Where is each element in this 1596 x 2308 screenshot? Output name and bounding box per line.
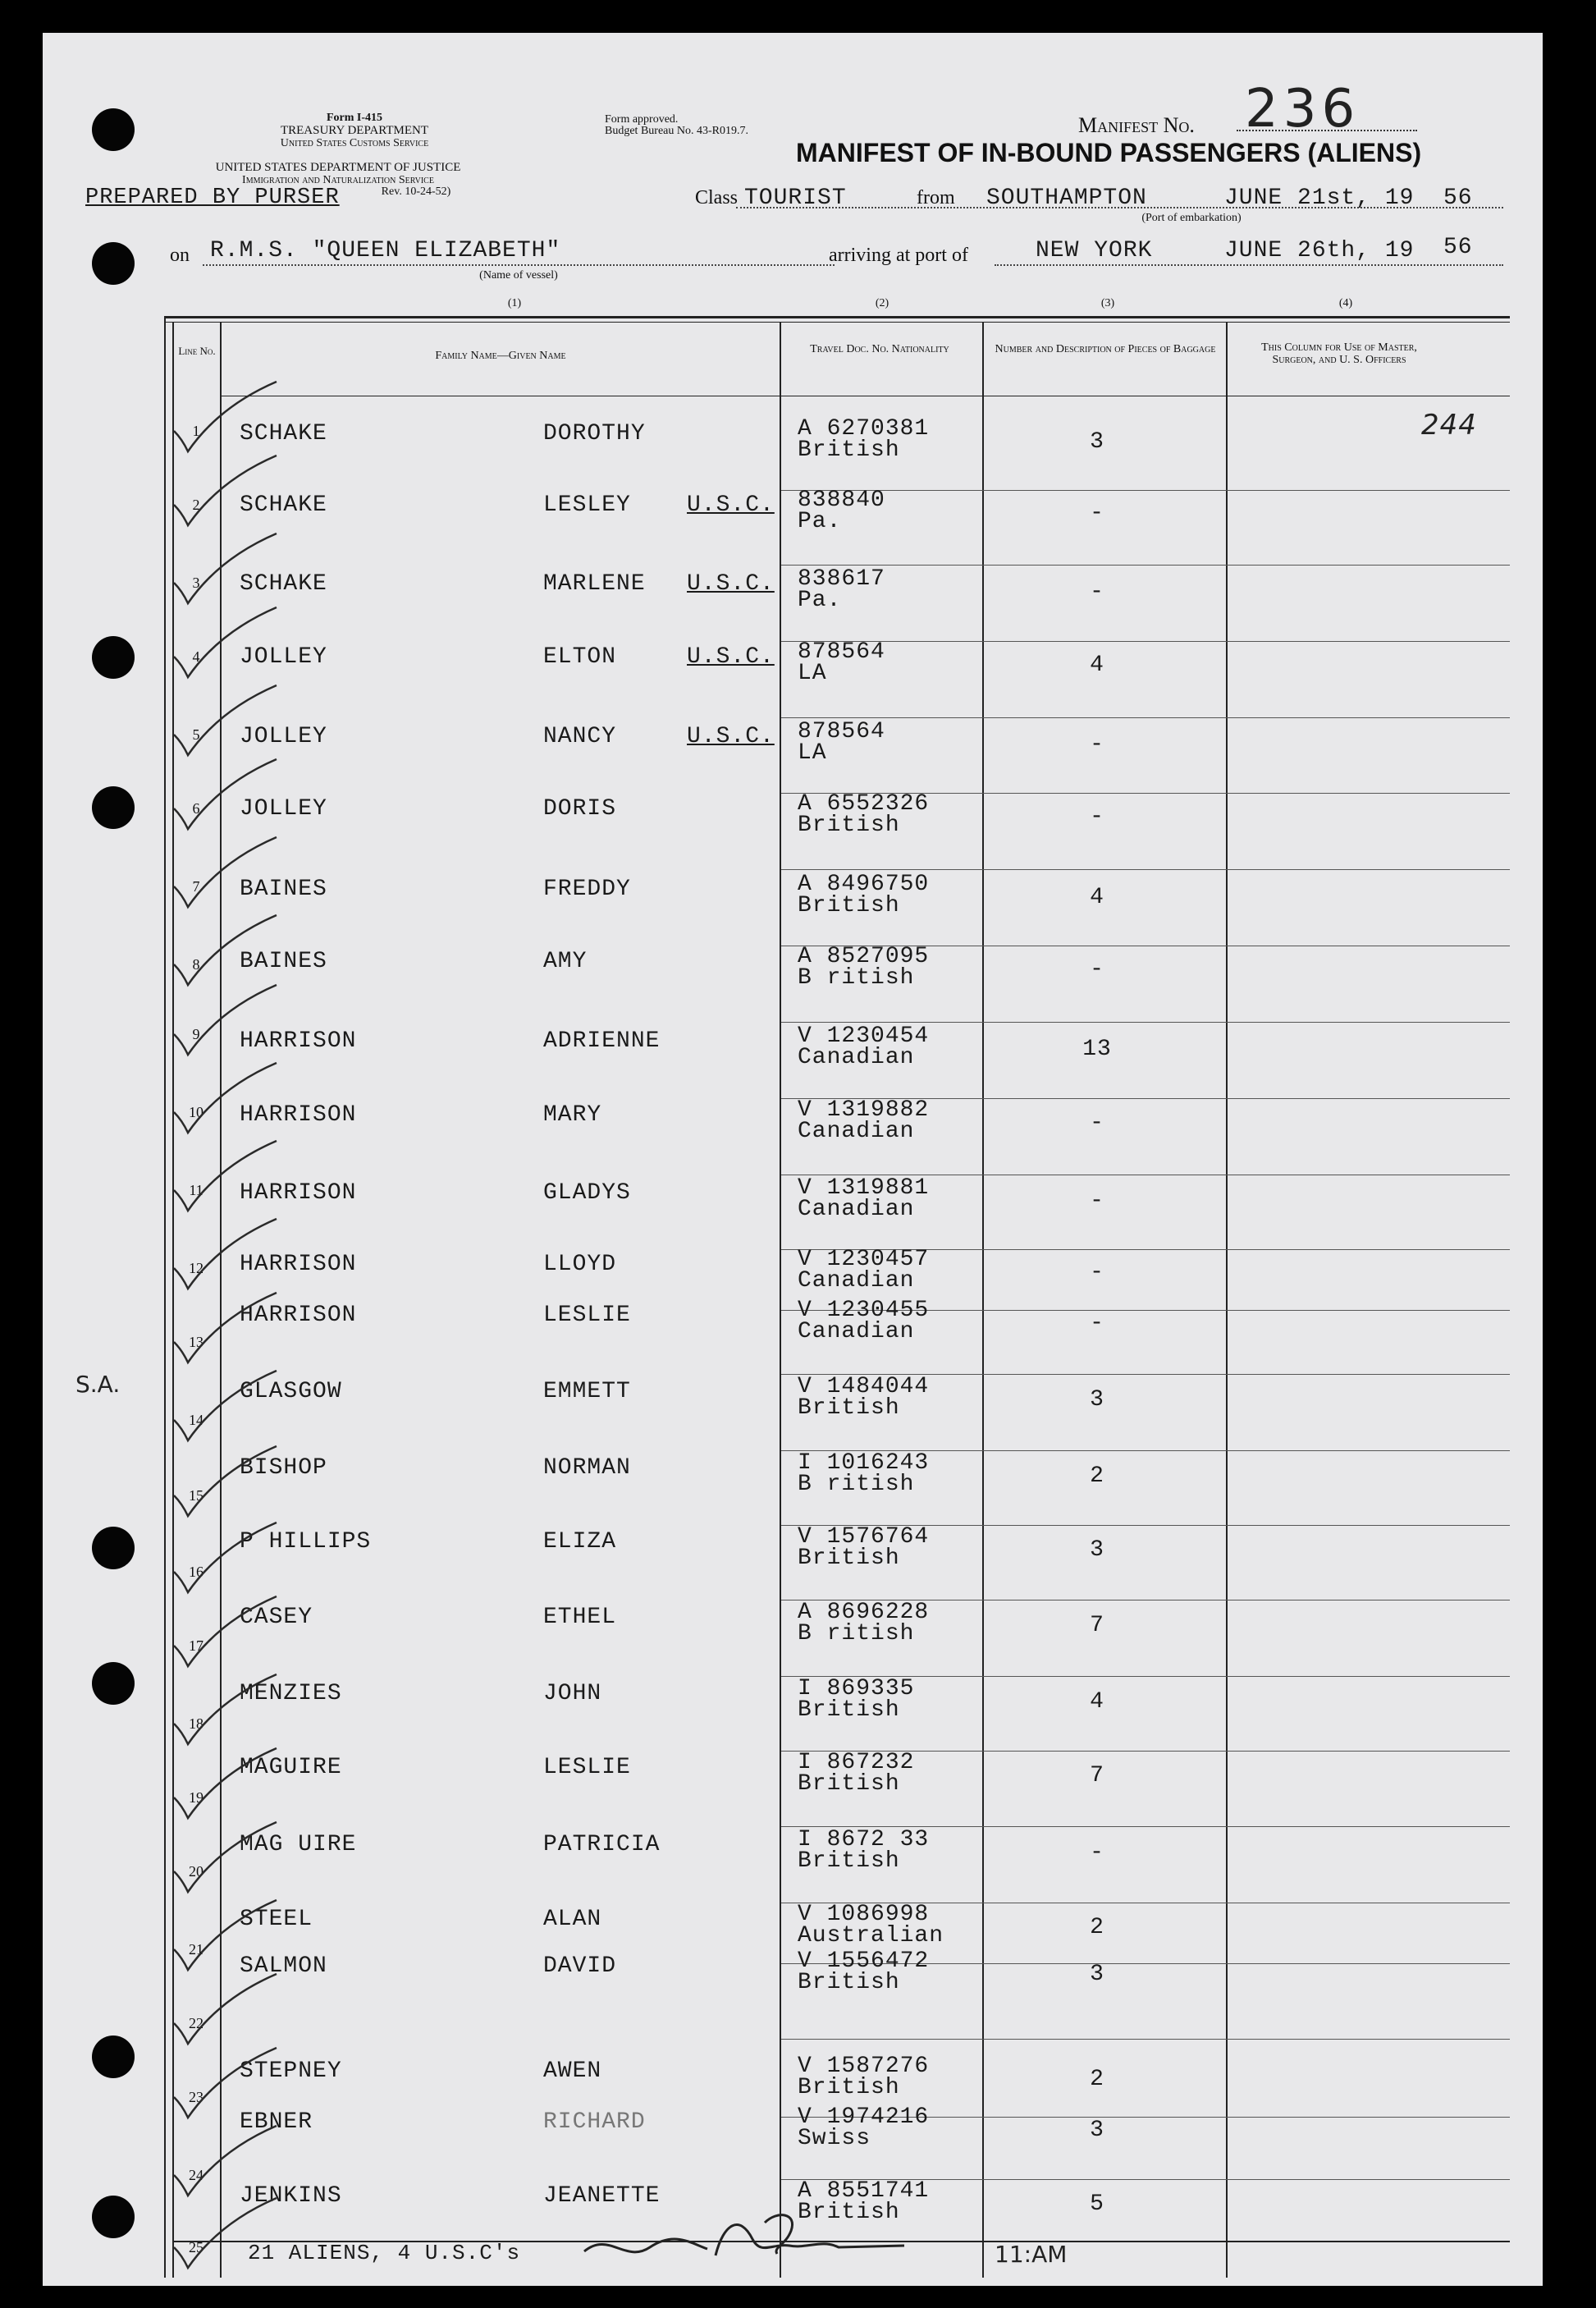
family-name: STEPNEY bbox=[240, 2058, 342, 2084]
line-number: 25 bbox=[189, 2239, 204, 2255]
nationality: Canadian bbox=[798, 1119, 915, 1144]
signature-time: 11:AM bbox=[995, 2241, 1068, 2268]
nationality: British bbox=[798, 813, 900, 838]
nationality: Australian bbox=[798, 1923, 944, 1949]
row-rule bbox=[781, 490, 1510, 491]
baggage-count: - bbox=[1090, 1110, 1104, 1136]
punch-hole bbox=[92, 2036, 135, 2078]
punch-hole bbox=[92, 786, 135, 829]
vessel-caption: (Name of vessel) bbox=[479, 269, 558, 282]
line-number: 17 bbox=[189, 1637, 204, 1654]
given-name: LLOYD bbox=[543, 1252, 617, 1277]
line-number: 22 bbox=[189, 2015, 204, 2031]
travel-doc-number: V 1587276 bbox=[798, 2054, 930, 2079]
given-name: PATRICIA bbox=[543, 1832, 661, 1857]
arriving-label: arriving at port of bbox=[829, 245, 968, 266]
family-name: HARRISON bbox=[240, 1303, 357, 1328]
officer-note: 244 bbox=[1421, 409, 1477, 442]
line-number: 19 bbox=[189, 1789, 204, 1806]
line-number: 6 bbox=[192, 800, 200, 817]
budget-bureau: Budget Bureau No. 43-R019.7. bbox=[605, 125, 748, 137]
family-name: GLASGOW bbox=[240, 1379, 342, 1404]
family-name: HARRISON bbox=[240, 1028, 357, 1054]
given-name: FREDDY bbox=[543, 877, 631, 902]
given-name: GLADYS bbox=[543, 1180, 631, 1206]
travel-doc-number: V 1319882 bbox=[798, 1097, 930, 1123]
given-name: MARY bbox=[543, 1102, 602, 1128]
travel-doc-number: 838617 bbox=[798, 566, 885, 592]
purser-signature bbox=[576, 2206, 921, 2272]
given-name: NANCY bbox=[543, 724, 617, 749]
given-name: ALAN bbox=[543, 1907, 602, 1932]
baggage-count: - bbox=[1090, 579, 1104, 605]
row-rule bbox=[781, 717, 1510, 718]
baggage-count: - bbox=[1090, 1188, 1104, 1214]
col-2-number: (2) bbox=[875, 297, 889, 309]
family-name: BAINES bbox=[240, 877, 327, 902]
family-name: P HILLIPS bbox=[240, 1529, 372, 1555]
travel-doc-number: V 1230457 bbox=[798, 1247, 930, 1272]
family-name: HARRISON bbox=[240, 1102, 357, 1128]
given-name: LESLEY bbox=[543, 492, 631, 518]
travel-doc-number: 838840 bbox=[798, 488, 885, 513]
nationality: Pa. bbox=[798, 588, 842, 613]
class-label: Class bbox=[695, 187, 739, 208]
line-number: 9 bbox=[192, 1026, 200, 1042]
prepared-by-purser: PREPARED BY PURSER bbox=[85, 185, 340, 210]
class-line-underline bbox=[736, 207, 1503, 208]
baggage-count: 3 bbox=[1090, 429, 1104, 455]
arrival-date: JUNE 26th, 19 bbox=[1224, 238, 1415, 263]
line-number: 20 bbox=[189, 1863, 204, 1880]
travel-doc-number: A 8496750 bbox=[798, 872, 930, 897]
nationality: British bbox=[798, 1697, 900, 1723]
line-number: 3 bbox=[192, 575, 200, 591]
arrival-port: NEW YORK bbox=[1036, 238, 1153, 263]
baggage-count: - bbox=[1090, 957, 1104, 982]
punch-hole bbox=[92, 108, 135, 151]
travel-doc-number: I 869335 bbox=[798, 1676, 915, 1701]
line-number: 11 bbox=[189, 1182, 204, 1198]
given-name: JEANETTE bbox=[543, 2183, 661, 2209]
nationality: British bbox=[798, 1546, 900, 1571]
baggage-count: - bbox=[1090, 804, 1104, 830]
line-number: 13 bbox=[189, 1334, 204, 1350]
table-top-border bbox=[164, 322, 1510, 323]
form-number: Form I-415 bbox=[326, 112, 383, 124]
nationality: British bbox=[798, 1848, 900, 1874]
family-name: JOLLEY bbox=[240, 644, 327, 670]
line-number: 10 bbox=[189, 1104, 204, 1120]
family-name: BAINES bbox=[240, 949, 327, 974]
nationality: Canadian bbox=[798, 1319, 915, 1344]
given-name: EMMETT bbox=[543, 1379, 631, 1404]
punch-hole bbox=[92, 2196, 135, 2238]
line-number: 15 bbox=[189, 1487, 204, 1504]
travel-doc-number: A 6270381 bbox=[798, 416, 930, 442]
nationality: British bbox=[798, 1395, 900, 1421]
baggage-count: 4 bbox=[1090, 885, 1104, 910]
usc-marker: U.S.C. bbox=[687, 492, 775, 518]
nationality: British bbox=[798, 437, 900, 463]
baggage-count: - bbox=[1090, 501, 1104, 526]
row-rule bbox=[781, 869, 1510, 870]
vessel-underline bbox=[203, 264, 835, 266]
travel-doc-number: V 1319881 bbox=[798, 1175, 930, 1201]
nationality: Swiss bbox=[798, 2126, 871, 2151]
line-number: 21 bbox=[189, 1941, 204, 1958]
manifest-no-label: Manifest No. bbox=[1078, 113, 1195, 137]
family-name: MENZIES bbox=[240, 1681, 342, 1706]
travel-doc-number: 878564 bbox=[798, 639, 885, 665]
punch-hole bbox=[92, 1527, 135, 1569]
given-name: AWEN bbox=[543, 2058, 602, 2084]
given-name: MARLENE bbox=[543, 571, 646, 597]
travel-doc-number: V 1230454 bbox=[798, 1023, 930, 1049]
departure-date: JUNE 21st, 19 bbox=[1224, 185, 1415, 211]
baggage-count: 2 bbox=[1090, 1463, 1104, 1489]
punch-hole bbox=[92, 242, 135, 285]
usc-marker: U.S.C. bbox=[687, 571, 775, 597]
baggage-count: 3 bbox=[1090, 1387, 1104, 1413]
baggage-count: 3 bbox=[1090, 2118, 1104, 2143]
baggage-count: 13 bbox=[1082, 1037, 1112, 1062]
family-name: MAGUIRE bbox=[240, 1755, 342, 1780]
nationality: British bbox=[798, 1970, 900, 1995]
line-number: 14 bbox=[189, 1412, 204, 1428]
baggage-count: 3 bbox=[1090, 1537, 1104, 1563]
baggage-count: - bbox=[1090, 1840, 1104, 1866]
usc-marker: U.S.C. bbox=[687, 644, 775, 670]
col-heading-name: Family Name—Given Name bbox=[435, 350, 566, 362]
arrival-underline bbox=[995, 264, 1503, 266]
nationality: Canadian bbox=[798, 1197, 915, 1222]
line-number: 12 bbox=[189, 1260, 204, 1276]
given-name: ELIZA bbox=[543, 1529, 617, 1555]
nationality: B ritish bbox=[798, 965, 915, 991]
nationality: British bbox=[798, 2075, 900, 2100]
line-number: 8 bbox=[192, 956, 200, 973]
line-number: 23 bbox=[189, 2089, 204, 2105]
form-approved: Form approved. bbox=[605, 113, 679, 126]
ins-service: Immigration and Naturalization Service bbox=[242, 174, 434, 186]
family-name: CASEY bbox=[240, 1605, 313, 1630]
line-number: 2 bbox=[192, 497, 200, 513]
given-name: DAVID bbox=[543, 1953, 617, 1979]
row-rule bbox=[781, 565, 1510, 566]
given-name: LESLIE bbox=[543, 1755, 631, 1780]
travel-doc-number: V 1086998 bbox=[798, 1902, 930, 1927]
travel-doc-number: A 8527095 bbox=[798, 944, 930, 969]
nationality: LA bbox=[798, 740, 827, 766]
nationality: B ritish bbox=[798, 1621, 915, 1646]
baggage-divider bbox=[1226, 322, 1228, 2278]
usc-marker: U.S.C. bbox=[687, 724, 775, 749]
vessel-name: R.M.S. "QUEEN ELIZABETH" bbox=[210, 238, 561, 263]
on-label: on bbox=[170, 245, 190, 266]
baggage-count: 7 bbox=[1090, 1763, 1104, 1788]
manifest-number: 236 bbox=[1245, 79, 1360, 140]
travel-doc-number: V 1556472 bbox=[798, 1949, 930, 1974]
port-caption: (Port of embarkation) bbox=[1141, 212, 1242, 224]
baggage-count: 3 bbox=[1090, 1962, 1104, 1987]
class-value: TOURIST bbox=[744, 185, 847, 211]
travel-doc-number: V 1576764 bbox=[798, 1524, 930, 1550]
line-number: 4 bbox=[192, 648, 200, 665]
baggage-count: 4 bbox=[1090, 1689, 1104, 1715]
given-name: ETHEL bbox=[543, 1605, 617, 1630]
nationality: Canadian bbox=[798, 1268, 915, 1294]
family-name: HARRISON bbox=[240, 1180, 357, 1206]
manifest-page bbox=[43, 33, 1543, 2286]
margin-note: S.A. bbox=[75, 1371, 121, 1398]
punch-hole bbox=[92, 1662, 135, 1705]
manifest-no-underline bbox=[1237, 130, 1417, 131]
nationality: B ritish bbox=[798, 1472, 915, 1497]
port-of-embarkation: SOUTHAMPTON bbox=[986, 185, 1147, 211]
given-name: JOHN bbox=[543, 1681, 602, 1706]
col-3-number: (3) bbox=[1100, 297, 1115, 309]
line-number: 18 bbox=[189, 1715, 204, 1732]
family-name: JOLLEY bbox=[240, 724, 327, 749]
baggage-count: 5 bbox=[1090, 2191, 1104, 2217]
baggage-count: 2 bbox=[1090, 1915, 1104, 1940]
line-number: 5 bbox=[192, 726, 200, 743]
baggage-count: - bbox=[1090, 732, 1104, 758]
from-label: from bbox=[917, 187, 955, 208]
line-number: 16 bbox=[189, 1564, 204, 1580]
nationality: British bbox=[798, 893, 900, 918]
table-left-border bbox=[164, 316, 166, 2278]
nationality: Canadian bbox=[798, 1045, 915, 1070]
travel-doc-number: A 6552326 bbox=[798, 791, 930, 817]
family-name: STEEL bbox=[240, 1907, 313, 1932]
given-name: DORIS bbox=[543, 796, 617, 822]
travel-doc-number: I 867232 bbox=[798, 1750, 915, 1775]
justice-dept: UNITED STATES DEPARTMENT OF JUSTICE bbox=[215, 161, 461, 174]
col-heading-line-no: Line No. bbox=[178, 345, 216, 357]
travel-doc-number: V 1484044 bbox=[798, 1374, 930, 1399]
nationality: Pa. bbox=[798, 509, 842, 534]
table-top-border bbox=[164, 316, 1510, 318]
travel-doc-number: I 1016243 bbox=[798, 1450, 930, 1476]
col-heading-officers: This Column for Use of Master, Surgeon, and U. S. Officers bbox=[1261, 341, 1417, 366]
nationality: British bbox=[798, 2200, 900, 2225]
baggage-count: 4 bbox=[1090, 653, 1104, 678]
doc-divider bbox=[982, 322, 984, 2278]
given-name: LESLIE bbox=[543, 1303, 631, 1328]
departure-year: 56 bbox=[1443, 185, 1473, 211]
family-name: JENKINS bbox=[240, 2183, 342, 2209]
travel-doc-number: A 8696228 bbox=[798, 1600, 930, 1625]
family-name: JOLLEY bbox=[240, 796, 327, 822]
col-4-number: (4) bbox=[1338, 297, 1353, 309]
line-number: 7 bbox=[192, 878, 200, 895]
given-name: ELTON bbox=[543, 644, 617, 670]
family-name: SCHAKE bbox=[240, 492, 327, 518]
family-name: SCHAKE bbox=[240, 571, 327, 597]
line-number: 1 bbox=[192, 423, 200, 439]
family-name: EBNER bbox=[240, 2109, 313, 2135]
customs-service: United States Customs Service bbox=[280, 137, 429, 149]
family-name: MAG UIRE bbox=[240, 1832, 357, 1857]
travel-doc-number: V 1974216 bbox=[798, 2104, 930, 2130]
family-name: SCHAKE bbox=[240, 421, 327, 446]
summary-line: 21 ALIENS, 4 U.S.C's bbox=[248, 2241, 521, 2265]
arrival-year: 56 bbox=[1443, 235, 1473, 260]
name-divider bbox=[780, 322, 781, 2278]
row-rule bbox=[781, 641, 1510, 642]
baggage-count: - bbox=[1090, 1260, 1104, 1285]
manifest-title: MANIFEST OF IN-BOUND PASSENGERS (ALIENS) bbox=[796, 138, 1422, 167]
col-1-number: (1) bbox=[507, 297, 522, 309]
given-name: RICHARD bbox=[543, 2109, 646, 2135]
treasury-dept: TREASURY DEPARTMENT bbox=[280, 124, 429, 137]
family-name: BISHOP bbox=[240, 1455, 327, 1481]
col-heading-baggage: Number and Description of Pieces of Baggage bbox=[995, 343, 1216, 355]
travel-doc-number: A 8551741 bbox=[798, 2178, 930, 2204]
line-number: 24 bbox=[189, 2167, 204, 2183]
baggage-count: - bbox=[1090, 1311, 1104, 1336]
baggage-count: 7 bbox=[1090, 1613, 1104, 1638]
family-name: HARRISON bbox=[240, 1252, 357, 1277]
given-name: AMY bbox=[543, 949, 588, 974]
punch-hole bbox=[92, 636, 135, 679]
travel-doc-number: I 8672 33 bbox=[798, 1827, 930, 1852]
family-name: SALMON bbox=[240, 1953, 327, 1979]
given-name: DOROTHY bbox=[543, 421, 646, 446]
revision: Rev. 10-24-52) bbox=[381, 185, 451, 198]
row-rule bbox=[781, 2039, 1510, 2040]
travel-doc-number: V 1230455 bbox=[798, 1298, 930, 1323]
nationality: LA bbox=[798, 661, 827, 686]
given-name: ADRIENNE bbox=[543, 1028, 661, 1054]
baggage-count: 2 bbox=[1090, 2067, 1104, 2092]
row-rule bbox=[781, 1022, 1510, 1023]
col-heading-travel-doc: Travel Doc. No. Nationality bbox=[810, 343, 949, 355]
given-name: NORMAN bbox=[543, 1455, 631, 1481]
travel-doc-number: 878564 bbox=[798, 719, 885, 744]
nationality: British bbox=[798, 1771, 900, 1797]
